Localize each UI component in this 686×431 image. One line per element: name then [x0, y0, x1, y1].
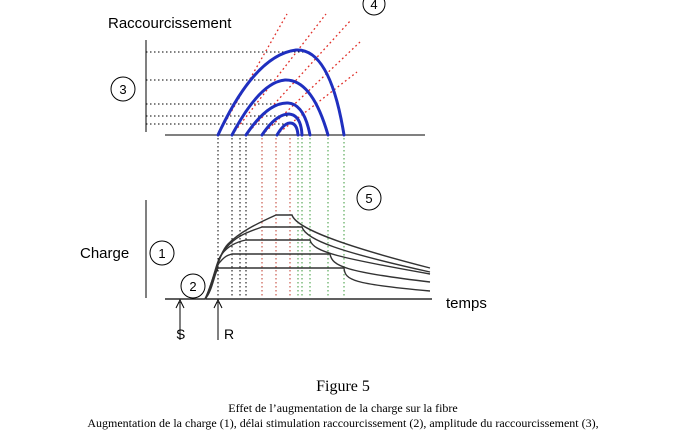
callout-4 — [363, 0, 385, 15]
time-axis-title: temps — [446, 295, 487, 312]
shortening-curve-5 — [277, 123, 298, 135]
initial-velocity-tangents — [218, 14, 360, 135]
shortening-onset-marker — [214, 300, 234, 342]
svg-text:2: 2 — [189, 279, 197, 294]
load-trace — [205, 268, 430, 299]
figure-legend-text: Augmentation de la charge (1), délai stimulation raccourcissement (2), amplitude du raccourcissement (3), — [87, 416, 599, 430]
load-trace — [205, 240, 430, 299]
shortening-curves — [218, 50, 344, 135]
svg-text:4: 4 — [370, 0, 378, 12]
callout-3 — [111, 77, 135, 101]
figure-title: Figure 5 — [316, 378, 370, 395]
load-trace — [205, 215, 430, 299]
load-axis-title: Charge — [80, 245, 130, 262]
callout-5 — [357, 186, 381, 210]
callout-1 — [150, 241, 174, 265]
stimulus-label: S — [176, 326, 186, 342]
stimulus-marker — [176, 300, 185, 342]
load-traces — [205, 215, 430, 299]
svg-text:1: 1 — [158, 246, 166, 261]
onset-label: R — [224, 326, 235, 342]
timing-guides — [218, 138, 344, 298]
callout-2 — [181, 274, 205, 298]
shortening-curve-2 — [232, 80, 328, 135]
amplitude-guides — [146, 52, 307, 124]
figure-subtitle: Effet de l’augmentation de la charge sur la fibre — [228, 401, 458, 415]
load-trace — [205, 254, 430, 299]
svg-text:3: 3 — [119, 82, 127, 97]
svg-text:5: 5 — [365, 191, 373, 206]
shortening-axis-title: Raccourcissement — [108, 15, 232, 32]
